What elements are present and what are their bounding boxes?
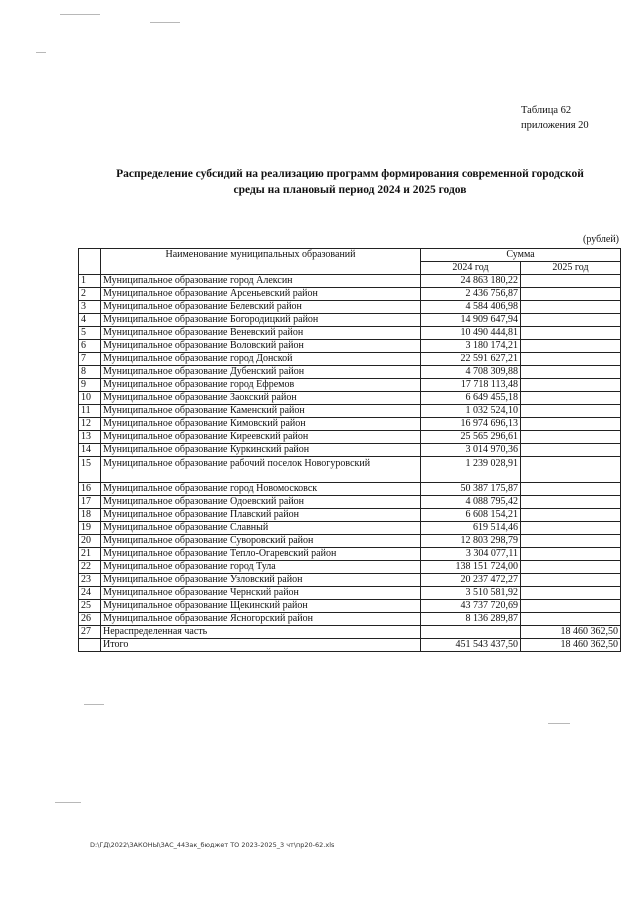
- row-2025-cell: [521, 340, 621, 353]
- row-2025-cell: [521, 353, 621, 366]
- row-number-cell: 12: [79, 418, 101, 431]
- row-name-cell: Муниципальное образование Воловский район: [101, 340, 421, 353]
- scan-speck: [55, 802, 81, 803]
- table-row: [79, 431, 621, 444]
- table-row: [79, 548, 621, 561]
- row-name-cell: Муниципальное образование Каменский район: [101, 405, 421, 418]
- table-row: [79, 457, 621, 483]
- header-2025-cell: 2025 год: [521, 262, 621, 275]
- table-row: [79, 275, 621, 288]
- row-name-cell: Муниципальное образование Веневский район: [101, 327, 421, 340]
- units-label: (рублей): [583, 234, 620, 245]
- row-number-cell: 18: [79, 509, 101, 522]
- row-name-cell: Муниципальное образование Тепло-Огаревский район: [101, 548, 421, 561]
- table-header: [79, 249, 621, 275]
- row-2024-cell: 50 387 175,87: [421, 483, 521, 496]
- total-2024-cell: 451 543 437,50: [421, 639, 521, 652]
- row-number-cell: 26: [79, 613, 101, 626]
- table-row: [79, 340, 621, 353]
- row-number-cell: 14: [79, 444, 101, 457]
- total-2025-cell: 18 460 362,50: [521, 639, 621, 652]
- row-2024-cell: 14 909 647,94: [421, 314, 521, 327]
- row-2024-cell: 3 180 174,21: [421, 340, 521, 353]
- row-2025-cell: 18 460 362,50: [521, 626, 621, 639]
- table-total: [79, 639, 621, 652]
- row-2025-cell: [521, 418, 621, 431]
- row-2025-cell: [521, 522, 621, 535]
- row-2024-cell: 20 237 472,27: [421, 574, 521, 587]
- row-name-cell: Муниципальное образование город Тула: [101, 561, 421, 574]
- row-2024-cell: 3 014 970,36: [421, 444, 521, 457]
- row-2024-cell: 6 649 455,18: [421, 392, 521, 405]
- row-number-cell: 8: [79, 366, 101, 379]
- header-number-cell: [79, 249, 101, 275]
- file-path-footer: D:\ГД\2022\ЗАКОНЫ\ЗАС_44Зак_бюджет ТО 2023-2025_3 чт\пр20-62.xls: [90, 841, 335, 849]
- row-name-cell: Муниципальное образование город Ефремов: [101, 379, 421, 392]
- row-number-cell: 7: [79, 353, 101, 366]
- row-number-cell: 19: [79, 522, 101, 535]
- scan-speck: [548, 723, 570, 724]
- row-name-cell: Муниципальное образование Ясногорский район: [101, 613, 421, 626]
- row-2025-cell: [521, 314, 621, 327]
- row-name-cell: Муниципальное образование Плавский район: [101, 509, 421, 522]
- total-label: Итого: [101, 639, 421, 652]
- row-2024-cell: 6 608 154,21: [421, 509, 521, 522]
- row-name-cell: Муниципальное образование Одоевский район: [101, 496, 421, 509]
- row-2024-cell: 3 510 581,92: [421, 587, 521, 600]
- row-2024-cell: 1 032 524,10: [421, 405, 521, 418]
- row-2024-cell: 16 974 696,13: [421, 418, 521, 431]
- row-number-cell: 10: [79, 392, 101, 405]
- row-2025-cell: [521, 275, 621, 288]
- row-2025-cell: [521, 483, 621, 496]
- table-row: [79, 392, 621, 405]
- row-2025-cell: [521, 574, 621, 587]
- row-number-cell: 25: [79, 600, 101, 613]
- table-row: [79, 587, 621, 600]
- table-row: [79, 561, 621, 574]
- row-name-cell: Муниципальное образование Киреевский район: [101, 431, 421, 444]
- row-number-cell: 5: [79, 327, 101, 340]
- row-name-cell: Муниципальное образование Куркинский район: [101, 444, 421, 457]
- table-row: [79, 366, 621, 379]
- row-number-cell: 11: [79, 405, 101, 418]
- row-2024-cell: 17 718 113,48: [421, 379, 521, 392]
- row-number-cell: 23: [79, 574, 101, 587]
- row-number-cell: 2: [79, 288, 101, 301]
- table-row: [79, 613, 621, 626]
- row-number-cell: 27: [79, 626, 101, 639]
- table-row: [79, 301, 621, 314]
- table-row: [79, 626, 621, 639]
- row-name-cell: Муниципальное образование Славный: [101, 522, 421, 535]
- table-row: [79, 483, 621, 496]
- row-2025-cell: [521, 327, 621, 340]
- table-body: [79, 275, 621, 639]
- table-row: [79, 418, 621, 431]
- scan-speck: [60, 14, 100, 15]
- row-2024-cell: 10 490 444,81: [421, 327, 521, 340]
- subsidy-table: [78, 248, 621, 652]
- row-number-cell: 21: [79, 548, 101, 561]
- table-row: [79, 288, 621, 301]
- row-2025-cell: [521, 288, 621, 301]
- row-2025-cell: [521, 600, 621, 613]
- row-2024-cell: 4 088 795,42: [421, 496, 521, 509]
- row-2025-cell: [521, 587, 621, 600]
- row-name-cell: Муниципальное образование город Новомосковск: [101, 483, 421, 496]
- row-2025-cell: [521, 392, 621, 405]
- row-name-cell: Муниципальное образование Щекинский район: [101, 600, 421, 613]
- document-title: [60, 166, 640, 198]
- row-2024-cell: 4 584 406,98: [421, 301, 521, 314]
- table-row: [79, 496, 621, 509]
- scan-speck: [36, 52, 46, 53]
- row-2025-cell: [521, 561, 621, 574]
- total-row: [79, 639, 621, 652]
- table-reference: [521, 103, 589, 133]
- row-2025-cell: [521, 444, 621, 457]
- row-number-cell: 13: [79, 431, 101, 444]
- table-label: Таблица 62: [521, 105, 572, 116]
- row-number-cell: 6: [79, 340, 101, 353]
- row-2025-cell: [521, 366, 621, 379]
- row-2025-cell: [521, 379, 621, 392]
- row-2024-cell: 2 436 756,87: [421, 288, 521, 301]
- row-2024-cell: 12 803 298,79: [421, 535, 521, 548]
- table-row: [79, 379, 621, 392]
- row-name-cell: Муниципальное образование Богородицкий район: [101, 314, 421, 327]
- row-2024-cell: [421, 626, 521, 639]
- row-2024-cell: 3 304 077,11: [421, 548, 521, 561]
- row-2025-cell: [521, 431, 621, 444]
- row-number-cell: 9: [79, 379, 101, 392]
- scan-speck: [84, 704, 104, 705]
- row-2025-cell: [521, 535, 621, 548]
- table-row: [79, 405, 621, 418]
- row-2024-cell: 24 863 180,22: [421, 275, 521, 288]
- table-row: [79, 522, 621, 535]
- row-name-cell: Муниципальное образование Чернский район: [101, 587, 421, 600]
- row-2024-cell: 1 239 028,91: [421, 457, 521, 483]
- table-row: [79, 574, 621, 587]
- row-2025-cell: [521, 405, 621, 418]
- row-number-cell: 20: [79, 535, 101, 548]
- row-2024-cell: 138 151 724,00: [421, 561, 521, 574]
- row-name-cell: Муниципальное образование Белевский район: [101, 301, 421, 314]
- title-line-2: среды на плановый период 2024 и 2025 годов: [233, 184, 467, 196]
- row-name-cell: Муниципальное образование город Алексин: [101, 275, 421, 288]
- row-number-cell: 1: [79, 275, 101, 288]
- row-2025-cell: [521, 509, 621, 522]
- row-number-cell: 3: [79, 301, 101, 314]
- table-row: [79, 353, 621, 366]
- row-2025-cell: [521, 548, 621, 561]
- row-2024-cell: 22 591 627,21: [421, 353, 521, 366]
- header-name-cell: Наименование муниципальных образований: [101, 249, 421, 275]
- row-name-cell: Муниципальное образование рабочий поселок Новогуровский: [101, 457, 421, 483]
- row-name-cell: Муниципальное образование Заокский район: [101, 392, 421, 405]
- table-row: [79, 509, 621, 522]
- row-2025-cell: [521, 301, 621, 314]
- appendix-label: приложения 20: [521, 120, 589, 131]
- table-row: [79, 314, 621, 327]
- row-2025-cell: [521, 496, 621, 509]
- row-2024-cell: 43 737 720,69: [421, 600, 521, 613]
- table-row: [79, 600, 621, 613]
- row-name-cell: Муниципальное образование Суворовский район: [101, 535, 421, 548]
- row-number-cell: 17: [79, 496, 101, 509]
- total-number-cell: [79, 639, 101, 652]
- row-name-cell: Муниципальное образование Арсеньевский район: [101, 288, 421, 301]
- scan-speck: [150, 22, 180, 23]
- row-number-cell: 22: [79, 561, 101, 574]
- table-row: [79, 327, 621, 340]
- row-name-cell: Нераспределенная часть: [101, 626, 421, 639]
- row-name-cell: Муниципальное образование Кимовский район: [101, 418, 421, 431]
- row-name-cell: Муниципальное образование Узловский район: [101, 574, 421, 587]
- row-name-cell: Муниципальное образование город Донской: [101, 353, 421, 366]
- row-2025-cell: [521, 613, 621, 626]
- row-name-cell: Муниципальное образование Дубенский район: [101, 366, 421, 379]
- row-2024-cell: 25 565 296,61: [421, 431, 521, 444]
- row-2024-cell: 4 708 309,88: [421, 366, 521, 379]
- header-2024-cell: 2024 год: [421, 262, 521, 275]
- title-line-1: Распределение субсидий на реализацию программ формирования современной городской: [116, 168, 584, 180]
- row-2025-cell: [521, 457, 621, 483]
- table-row: [79, 444, 621, 457]
- header-sum-cell: Сумма: [421, 249, 621, 262]
- row-2024-cell: 8 136 289,87: [421, 613, 521, 626]
- row-number-cell: 15: [79, 457, 101, 483]
- row-number-cell: 16: [79, 483, 101, 496]
- row-number-cell: 4: [79, 314, 101, 327]
- row-2024-cell: 619 514,46: [421, 522, 521, 535]
- table-row: [79, 535, 621, 548]
- row-number-cell: 24: [79, 587, 101, 600]
